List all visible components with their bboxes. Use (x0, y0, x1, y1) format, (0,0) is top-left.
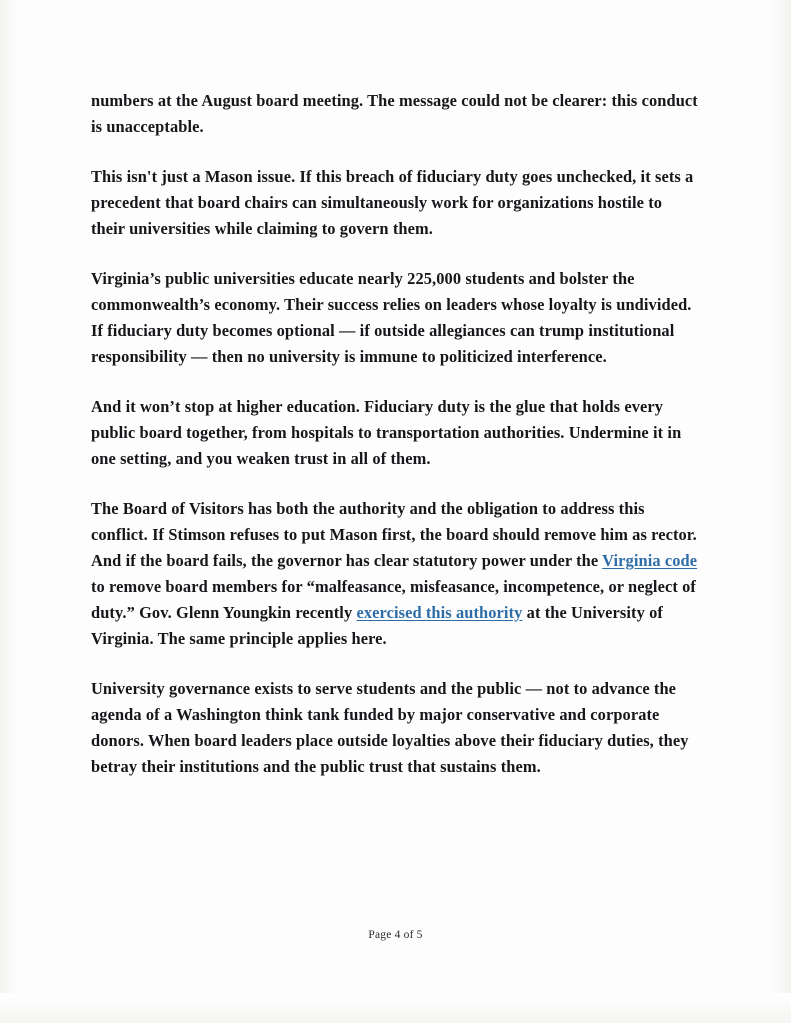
page-number-label: Page 4 of 5 (368, 929, 423, 941)
paragraph-text: The Board of Visitors has both the authority and the obligation to address this conflict. If Stimson refuses to put Mason first, the board should remove him as rector. And if the board fails, the governor has clear statutory power under the (91, 499, 697, 570)
paragraph (91, 88, 699, 140)
paragraph-text: Virginia’s public universities educate nearly 225,000 students and bolster the commonwealth’s economy. Their success relies on leaders whose loyalty is undivided. If fiduciary duty becomes optional — if outside allegiances can trump institutional responsibility — then no university is immune to politicized interference. (91, 269, 692, 366)
paragraph-text: University governance exists to serve students and the public — not to advance the agenda of a Washington think tank funded by major conservative and corporate donors. When board leaders place outside loyalties above their fiduciary duties, they betray their institutions and the public trust that sustains them. (91, 679, 689, 776)
page-edge-shadow-bottom (0, 993, 791, 1023)
paragraph-text: numbers at the August board meeting. The message could not be clearer: this conduct is unacceptable. (91, 91, 698, 136)
page-footer (0, 925, 791, 943)
paragraph-text: at the University of Virginia. The same principle applies here. (91, 603, 663, 648)
paragraph (91, 394, 699, 472)
paragraph-text: This isn't just a Mason issue. If this breach of fiduciary duty goes unchecked, it sets a precedent that board chairs can simultaneously work for organizations hostile to their universities while claiming to govern them. (91, 167, 694, 238)
page-edge-shadow-right (767, 0, 791, 1023)
inline-link[interactable]: Virginia code (602, 551, 698, 570)
paragraph-text: to remove board members for “malfeasance, misfeasance, incompetence, or neglect of duty.” Gov. Glenn Youngkin recently (91, 577, 696, 622)
paragraph-text: And it won’t stop at higher education. Fiduciary duty is the glue that holds every public board together, from hospitals to transportation authorities. Undermine it in one setting, and you weaken trust in all of them. (91, 397, 682, 468)
paragraph (91, 266, 699, 370)
inline-link[interactable]: exercised this authority (356, 603, 523, 622)
page-edge-shadow-left (0, 0, 20, 1023)
paragraph (91, 676, 699, 780)
paragraph (91, 496, 699, 652)
document-body (91, 88, 699, 780)
paragraph (91, 164, 699, 242)
